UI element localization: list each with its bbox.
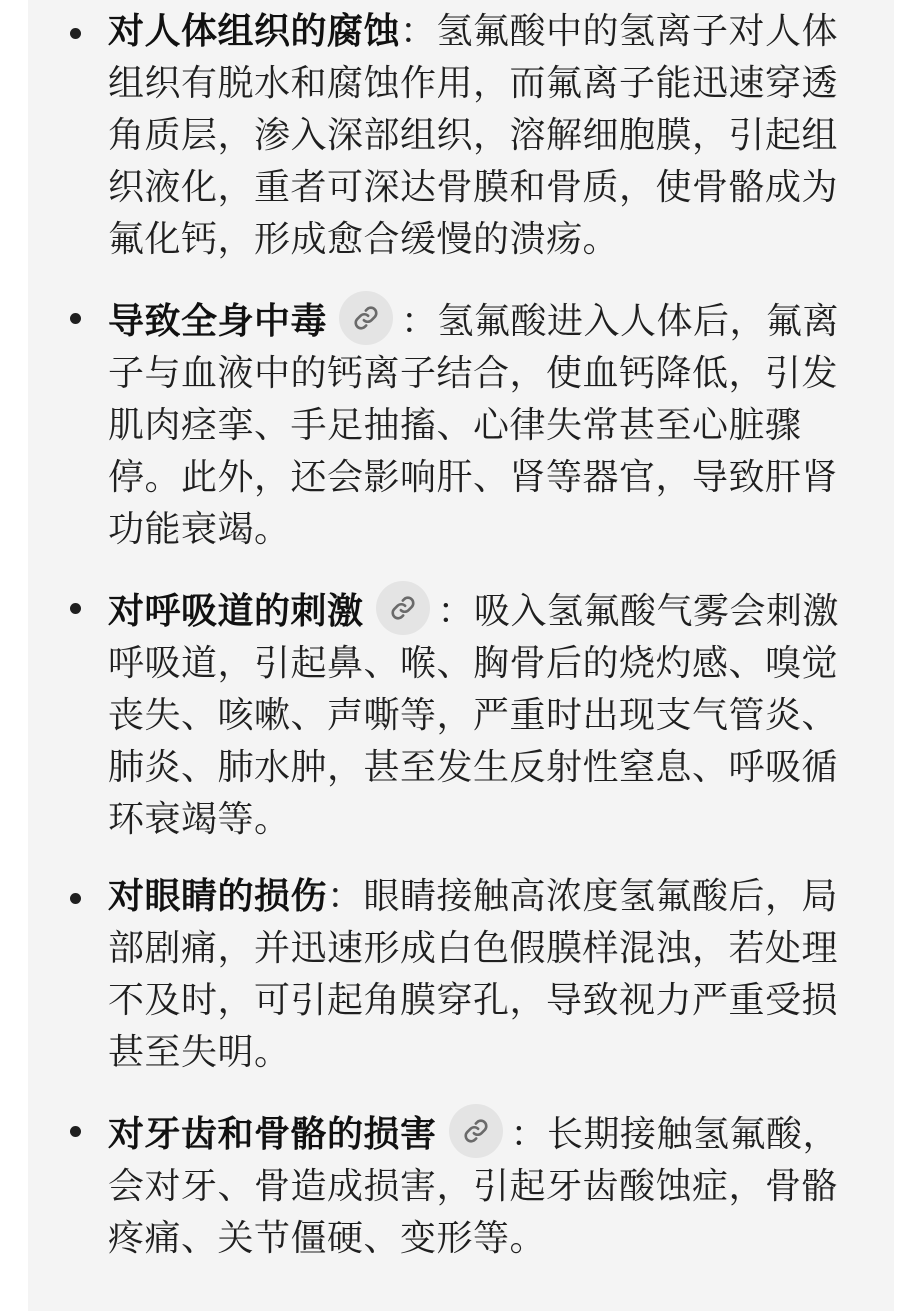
bullet-icon — [70, 1126, 81, 1137]
hazard-list — [28, 6, 894, 1290]
bullet-icon — [70, 313, 81, 324]
bullet-icon — [70, 28, 81, 39]
bullet-icon — [70, 893, 81, 904]
item-text: ：氢氟酸中的氢离子对人体组织有脱水和腐蚀作用，而氟离子能迅速穿透角质层，渗入深部组织，溶解细胞膜，引起组织液化，重者可深达骨膜和骨质，使骨骼成为氟化钙，形成愈合缓慢的溃疡。 — [108, 11, 839, 260]
list-item — [28, 581, 894, 846]
link-icon — [353, 305, 379, 331]
link-icon — [390, 595, 416, 621]
answer-panel — [28, 0, 894, 1311]
item-text: ：眼睛接触高浓度氢氟酸后，局部剧痛，并迅速形成白色假膜样混浊，若处理不及时，可引起角膜穿孔，导致视力严重受损甚至失明。 — [108, 876, 839, 1073]
source-link-button[interactable] — [376, 581, 430, 635]
item-title: 对牙齿和骨骼的损害 — [108, 1114, 437, 1155]
item-text: ：长期接触氢氟酸，会对牙、骨造成损害，引起牙齿酸蚀症，骨骼疼痛、关节僵硬、变形等。 — [108, 1114, 840, 1259]
item-title: 对呼吸道的刺激 — [108, 591, 364, 632]
bullet-icon — [70, 603, 81, 614]
list-item — [28, 6, 894, 266]
source-link-button[interactable] — [449, 1104, 503, 1158]
item-title: 导致全身中毒 — [108, 301, 328, 342]
list-item — [28, 871, 894, 1079]
list-item — [28, 1104, 894, 1265]
link-icon — [463, 1118, 489, 1144]
item-text: ：氢氟酸进入人体后，氟离子与血液中的钙离子结合，使血钙降低，引发肌肉痉挛、手足抽搐、心律失常甚至心脏骤停。此外，还会影响肝、肾等器官，导致肝肾功能衰竭。 — [108, 301, 840, 550]
source-link-button[interactable] — [339, 291, 393, 345]
item-text: ：吸入氢氟酸气雾会刺激呼吸道，引起鼻、喉、胸骨后的烧灼感、嗅觉丧失、咳嗽、声嘶等，严重时出现支气管炎、肺炎、肺水肿，甚至发生反射性窒息、呼吸循环衰竭等。 — [108, 591, 840, 840]
item-title: 对人体组织的腐蚀 — [108, 11, 401, 52]
list-item — [28, 291, 894, 556]
item-title: 对眼睛的损伤 — [108, 876, 328, 917]
